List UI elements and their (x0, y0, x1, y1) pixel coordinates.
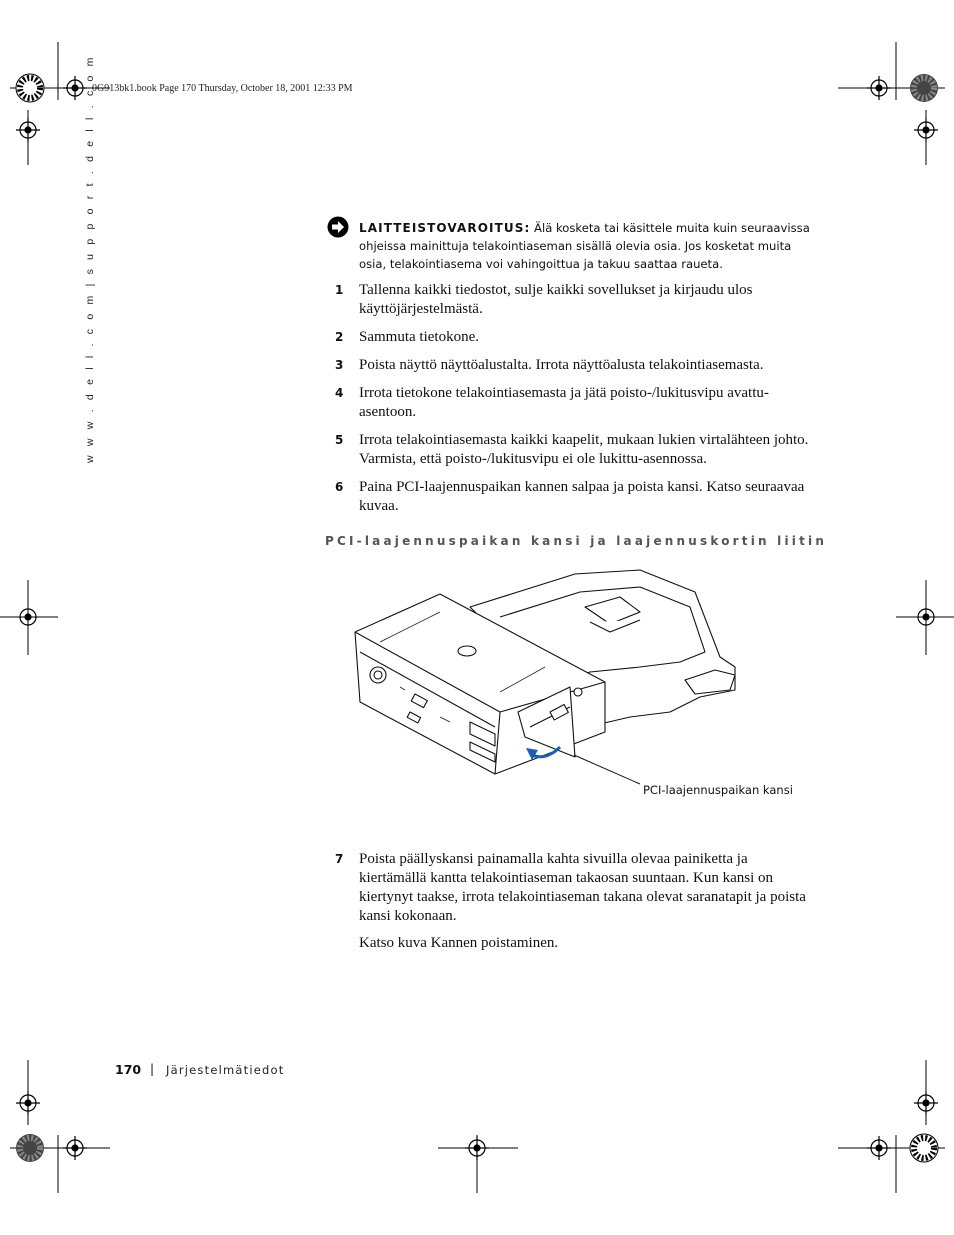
step-text: Sammuta tietokone. (359, 329, 479, 345)
step-number: 1 (335, 283, 344, 297)
docking-station-illustration (340, 562, 780, 792)
step-text: Irrota telakointiasemasta kaikki kaapelit, mukaan lukien virtalähteen johto. Varmista, että poisto-/lukitusvipu ei ole lukittu-asennossa. (359, 432, 809, 467)
footer-section-title: Järjestelmätiedot (166, 1063, 285, 1077)
notice-text: Älä kosketa tai käsittele muita kuin seuraavissa ohjeissa mainittuja telakointiaseman sisällä olevia osia. Jos kosketat muita osia, telakointiasema voi vahingoittua ja takuu saattaa raueta. (359, 221, 810, 271)
step-text: Poista näyttö näyttöalustalta. Irrota näyttöalusta telakointiasemasta. (359, 357, 764, 373)
step-text: Tallenna kaikki tiedostot, sulje kaikki sovellukset ja kirjaudu ulos käyttöjärjestelmästä. (359, 282, 753, 317)
footer-separator: | (150, 1062, 155, 1076)
side-url-text: w w w . d e l l . c o m | s u p p o r t . d e l l . c o m (84, 54, 96, 463)
step-text: Paina PCI-laajennuspaikan kannen salpaa ja poista kansi. Katso seuraavaa kuvaa. (359, 479, 805, 514)
step-number: 2 (335, 330, 344, 344)
step-number: 7 (335, 852, 344, 866)
step-text: Irrota tietokone telakointiasemasta ja jätä poisto-/lukitusvipu avattu-asentoon. (359, 385, 769, 420)
step-number: 4 (335, 386, 344, 400)
notice-label: LAITTEISTOVAROITUS: (359, 221, 531, 235)
page-number: 170 (115, 1062, 142, 1077)
figure-title: PCI-laajennuspaikan kansi ja laajennuskortin liitin (325, 534, 828, 548)
reference-note: Katso kuva Kannen poistaminen. (359, 935, 559, 951)
step-number: 3 (335, 358, 344, 372)
step-number: 5 (335, 433, 344, 447)
step-text: Poista päällyskansi painamalla kahta sivuilla olevaa painiketta ja kiertämällä kantta telakointiaseman takaosan suuntaan. Kun kansi on kiertynyt taakse, irrota telakointiaseman takana olevat saranatapit ja poista kansi kokonaan. (359, 851, 806, 924)
notice-arrow-icon (327, 216, 349, 238)
hardware-notice (359, 219, 811, 273)
running-header: 0G913bk1.book Page 170 Thursday, October 18, 2001 12:33 PM (92, 83, 353, 94)
figure-caption: PCI-laajennuspaikan kansi (643, 783, 793, 797)
step-number: 6 (335, 480, 344, 494)
